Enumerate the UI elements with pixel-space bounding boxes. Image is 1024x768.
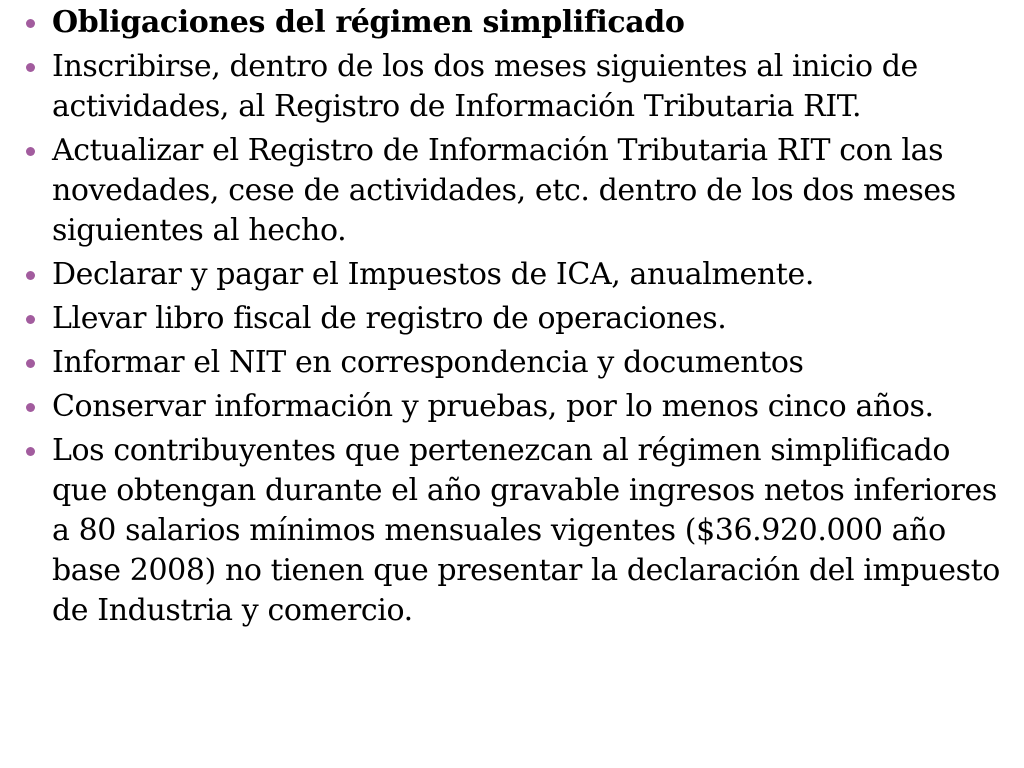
bullet-text: Conservar información y pruebas, por lo menos cinco años. xyxy=(52,389,934,424)
slide-title: Obligaciones del régimen simplificado xyxy=(52,5,685,40)
bullet-icon xyxy=(26,271,35,280)
bullet-text: Inscribirse, dentro de los dos meses siguientes al inicio de actividades, al Registro de Información Tributaria RIT. xyxy=(52,49,918,124)
bullet-text: Declarar y pagar el Impuestos de ICA, anualmente. xyxy=(52,257,814,292)
bullet-icon xyxy=(26,147,35,156)
list-item xyxy=(22,3,1012,43)
list-item xyxy=(22,299,1012,339)
bullet-list xyxy=(22,3,1012,635)
list-item xyxy=(22,255,1012,295)
bullet-icon xyxy=(26,403,35,412)
bullet-icon xyxy=(26,63,35,72)
list-item xyxy=(22,47,1012,127)
bullet-text: Llevar libro fiscal de registro de operaciones. xyxy=(52,301,727,336)
list-item xyxy=(22,387,1012,427)
bullet-text: Informar el NIT en correspondencia y documentos xyxy=(52,345,804,380)
list-item xyxy=(22,431,1012,631)
bullet-icon xyxy=(26,19,35,28)
bullet-text: Actualizar el Registro de Información Tributaria RIT con las novedades, cese de actividades, etc. dentro de los dos meses siguientes al hecho. xyxy=(52,133,956,248)
bullet-icon xyxy=(26,447,35,456)
list-item xyxy=(22,131,1012,251)
bullet-icon xyxy=(26,315,35,324)
list-item xyxy=(22,343,1012,383)
bullet-icon xyxy=(26,359,35,368)
bullet-text: Los contribuyentes que pertenezcan al régimen simplificado que obtengan durante el año gravable ingresos netos inferiores a 80 salarios mínimos mensuales vigentes ($36.920.000 año base 2008) no tienen que presentar la declaración del impuesto de Industria y comercio. xyxy=(52,433,1000,628)
